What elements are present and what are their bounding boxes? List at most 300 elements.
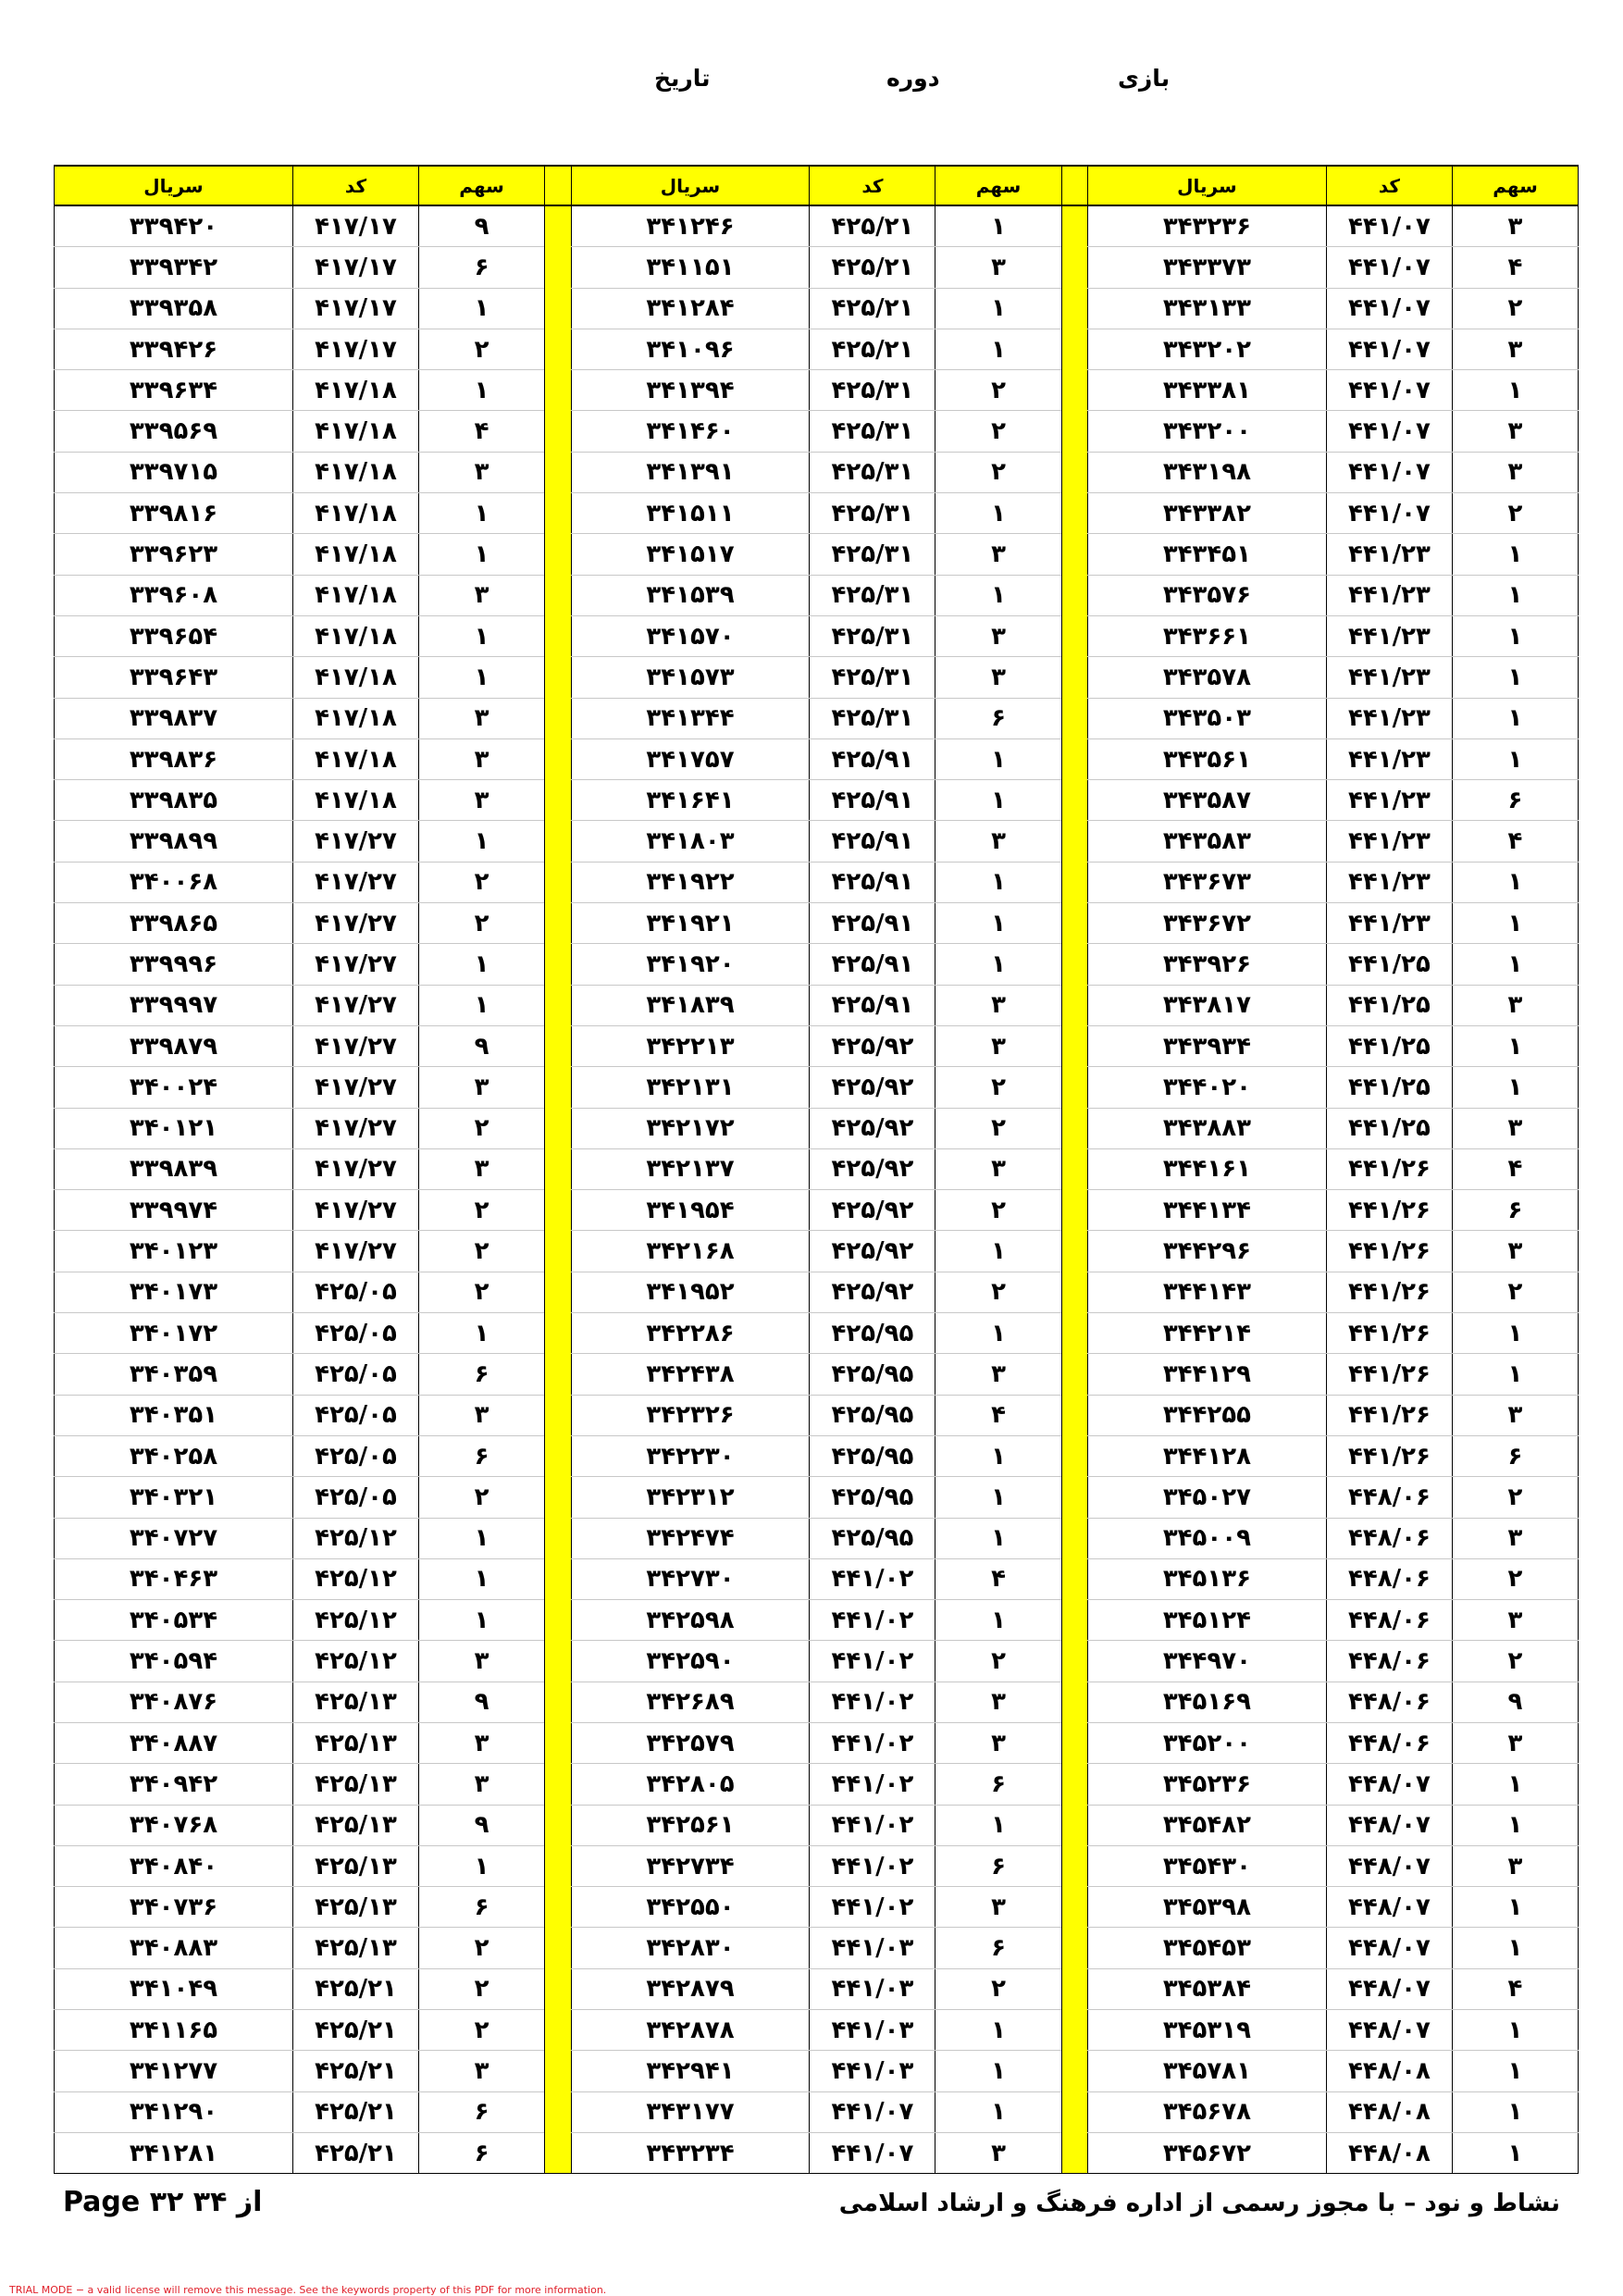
- group-separator: [545, 1354, 571, 1395]
- cell-share: ۳: [419, 1641, 545, 1682]
- cell-share: ۱: [1452, 1313, 1578, 1354]
- cell-code: ۴۲۵/۰۵: [292, 1313, 418, 1354]
- cell-share: ۹: [419, 1805, 545, 1845]
- cell-share: ۱: [419, 1600, 545, 1641]
- table-row: [55, 1558, 1579, 1599]
- table-row: [55, 615, 1579, 656]
- group-separator: [1061, 944, 1087, 985]
- cell-code: ۴۲۵/۱۲: [292, 1558, 418, 1599]
- cell-code: ۴۴۸/۰۶: [1326, 1641, 1452, 1682]
- results-table: [54, 165, 1579, 2174]
- cell-share: ۲: [419, 329, 545, 369]
- cell-serial: ۳۴۲۵۹۰: [571, 1641, 810, 1682]
- cell-code: ۴۱۷/۱۷: [292, 205, 418, 247]
- cell-share: ۳: [419, 738, 545, 779]
- cell-share: ۲: [419, 1272, 545, 1312]
- group-separator: [545, 370, 571, 411]
- cell-code: ۴۴۱/۰۲: [810, 1805, 935, 1845]
- cell-code: ۴۴۱/۰۲: [810, 1558, 935, 1599]
- cell-share: ۱: [419, 493, 545, 534]
- group-separator: [1061, 657, 1087, 698]
- cell-share: ۴: [935, 1558, 1061, 1599]
- cell-code: ۴۱۷/۲۷: [292, 1190, 418, 1231]
- cell-serial: ۳۴۰۱۷۳: [55, 1272, 293, 1312]
- cell-serial: ۳۴۳۳۸۲: [1087, 493, 1326, 534]
- cell-code: ۴۲۵/۹۲: [810, 1148, 935, 1189]
- cell-code: ۴۴۸/۰۶: [1326, 1477, 1452, 1518]
- cell-code: ۴۴۱/۰۷: [1326, 205, 1452, 247]
- table-row: [55, 985, 1579, 1025]
- cell-code: ۴۲۵/۰۵: [292, 1272, 418, 1312]
- trial-notice: TRIAL MODE − a valid license will remove this message. See the keywords property of this PDF for more information.: [9, 2284, 607, 2296]
- cell-share: ۳: [935, 657, 1061, 698]
- group-separator: [545, 1231, 571, 1272]
- cell-share: ۶: [419, 1887, 545, 1928]
- cell-serial: ۳۴۴۹۷۰: [1087, 1641, 1326, 1682]
- cell-serial: ۳۴۱۹۲۰: [571, 944, 810, 985]
- cell-code: ۴۲۵/۳۱: [810, 615, 935, 656]
- cell-serial: ۳۴۳۲۳۴: [571, 2132, 810, 2173]
- cell-code: ۴۴۱/۲۳: [1326, 780, 1452, 821]
- group-separator: [545, 615, 571, 656]
- cell-share: ۳: [1452, 329, 1578, 369]
- top-labels: [0, 65, 1623, 102]
- cell-serial: ۳۴۱۹۵۲: [571, 1272, 810, 1312]
- group-separator: [1061, 862, 1087, 902]
- cell-code: ۴۲۵/۹۲: [810, 1067, 935, 1108]
- cell-code: ۴۱۷/۱۸: [292, 452, 418, 492]
- table-row: [55, 1722, 1579, 1763]
- cell-share: ۳: [1452, 205, 1578, 247]
- cell-serial: ۳۴۲۸۷۸: [571, 2010, 810, 2051]
- table-row: [55, 1395, 1579, 1435]
- group-separator: [1061, 1477, 1087, 1518]
- cell-serial: ۳۴۲۵۷۹: [571, 1722, 810, 1763]
- cell-serial: ۳۴۴۰۲۰: [1087, 1067, 1326, 1108]
- cell-code: ۴۱۷/۱۸: [292, 534, 418, 575]
- cell-serial: ۳۴۰۷۳۶: [55, 1887, 293, 1928]
- cell-code: ۴۴۸/۰۷: [1326, 1805, 1452, 1845]
- group-separator: [545, 821, 571, 862]
- table-row: [55, 1067, 1579, 1108]
- cell-serial: ۳۴۲۸۷۹: [571, 1968, 810, 2009]
- cell-share: ۱: [935, 288, 1061, 329]
- cell-serial: ۳۴۱۹۲۱: [571, 903, 810, 944]
- cell-serial: ۳۴۵۴۵۳: [1087, 1928, 1326, 1968]
- cell-code: ۴۴۱/۰۲: [810, 1682, 935, 1722]
- cell-serial: ۳۳۹۹۷۴: [55, 1190, 293, 1231]
- cell-share: ۴: [1452, 1968, 1578, 2009]
- cell-serial: ۳۴۰۹۴۲: [55, 1764, 293, 1805]
- header-serial: سریال: [1087, 166, 1326, 205]
- cell-code: ۴۴۱/۰۷: [1326, 247, 1452, 288]
- table-row: [55, 944, 1579, 985]
- cell-share: ۶: [419, 1435, 545, 1476]
- cell-code: ۴۴۱/۰۳: [810, 2051, 935, 2091]
- cell-code: ۴۴۱/۲۶: [1326, 1148, 1452, 1189]
- cell-share: ۶: [935, 1845, 1061, 1886]
- cell-serial: ۳۴۱۴۶۰: [571, 411, 810, 452]
- cell-share: ۱: [935, 575, 1061, 615]
- group-separator: [1061, 1805, 1087, 1845]
- cell-serial: ۳۴۰۱۷۲: [55, 1313, 293, 1354]
- group-separator: [1061, 1600, 1087, 1641]
- cell-share: ۳: [419, 1148, 545, 1189]
- cell-serial: ۳۴۳۲۰۰: [1087, 411, 1326, 452]
- cell-code: ۴۴۱/۰۳: [810, 1928, 935, 1968]
- cell-code: ۴۲۵/۲۱: [292, 2132, 418, 2173]
- cell-code: ۴۲۵/۲۱: [810, 247, 935, 288]
- group-separator: [545, 411, 571, 452]
- cell-share: ۱: [935, 1435, 1061, 1476]
- cell-share: ۳: [419, 698, 545, 738]
- table-row: [55, 329, 1579, 369]
- cell-serial: ۳۴۲۱۳۱: [571, 1067, 810, 1108]
- cell-serial: ۳۴۳۲۰۲: [1087, 329, 1326, 369]
- group-separator: [545, 1108, 571, 1148]
- cell-share: ۱: [419, 985, 545, 1025]
- table-row: [55, 1108, 1579, 1148]
- cell-serial: ۳۴۲۹۴۱: [571, 2051, 810, 2091]
- table-row: [55, 1148, 1579, 1189]
- cell-code: ۴۱۷/۲۷: [292, 1148, 418, 1189]
- table-row: [55, 698, 1579, 738]
- cell-serial: ۳۴۲۳۱۲: [571, 1477, 810, 1518]
- cell-code: ۴۲۵/۲۱: [810, 205, 935, 247]
- cell-serial: ۳۴۲۲۱۳: [571, 1025, 810, 1066]
- cell-serial: ۳۴۱۳۹۴: [571, 370, 810, 411]
- cell-share: ۲: [1452, 1272, 1578, 1312]
- group-separator: [1061, 903, 1087, 944]
- cell-share: ۲: [419, 1108, 545, 1148]
- cell-share: ۳: [1452, 1600, 1578, 1641]
- cell-share: ۶: [1452, 1190, 1578, 1231]
- cell-share: ۹: [419, 1682, 545, 1722]
- table-row: [55, 1231, 1579, 1272]
- cell-serial: ۳۴۰۸۸۳: [55, 1928, 293, 1968]
- group-separator: [1061, 1845, 1087, 1886]
- group-separator: [1061, 1722, 1087, 1763]
- cell-serial: ۳۴۵۲۰۰: [1087, 1722, 1326, 1763]
- cell-share: ۱: [1452, 1928, 1578, 1968]
- cell-serial: ۳۴۵۰۰۹: [1087, 1518, 1326, 1558]
- cell-share: ۱: [1452, 575, 1578, 615]
- cell-code: ۴۴۸/۰۶: [1326, 1558, 1452, 1599]
- group-separator: [545, 1641, 571, 1682]
- group-separator: [1061, 2132, 1087, 2173]
- cell-code: ۴۴۱/۰۷: [1326, 370, 1452, 411]
- cell-code: ۴۱۷/۱۸: [292, 657, 418, 698]
- cell-share: ۱: [1452, 698, 1578, 738]
- group-separator: [545, 1190, 571, 1231]
- cell-serial: ۳۴۳۳۸۱: [1087, 370, 1326, 411]
- cell-serial: ۳۴۳۶۶۱: [1087, 615, 1326, 656]
- table-row: [55, 370, 1579, 411]
- cell-serial: ۳۴۰۴۶۳: [55, 1558, 293, 1599]
- cell-code: ۴۲۵/۳۱: [810, 411, 935, 452]
- cell-share: ۱: [1452, 370, 1578, 411]
- header-code: کد: [1326, 166, 1452, 205]
- cell-code: ۴۴۸/۰۶: [1326, 1722, 1452, 1763]
- group-separator: [1061, 698, 1087, 738]
- cell-serial: ۳۴۰۲۵۸: [55, 1435, 293, 1476]
- cell-share: ۳: [935, 1354, 1061, 1395]
- cell-share: ۱: [419, 1313, 545, 1354]
- group-separator: [545, 1805, 571, 1845]
- cell-serial: ۳۴۴۲۵۵: [1087, 1395, 1326, 1435]
- cell-share: ۱: [419, 615, 545, 656]
- cell-share: ۲: [935, 1067, 1061, 1108]
- table-row: [55, 1928, 1579, 1968]
- group-separator: [1061, 1313, 1087, 1354]
- group-separator: [545, 2010, 571, 2051]
- group-separator: [1061, 329, 1087, 369]
- cell-share: ۱: [935, 493, 1061, 534]
- table-row: [55, 1518, 1579, 1558]
- cell-code: ۴۲۵/۲۱: [810, 329, 935, 369]
- cell-share: ۱: [1452, 657, 1578, 698]
- group-separator: [545, 1395, 571, 1435]
- cell-code: ۴۴۱/۰۲: [810, 1764, 935, 1805]
- cell-code: ۴۱۷/۲۷: [292, 1108, 418, 1148]
- group-separator: [1061, 1231, 1087, 1272]
- group-separator: [1061, 370, 1087, 411]
- cell-share: ۱: [935, 738, 1061, 779]
- cell-share: ۲: [1452, 493, 1578, 534]
- cell-share: ۳: [935, 1682, 1061, 1722]
- cell-code: ۴۴۱/۲۶: [1326, 1272, 1452, 1312]
- cell-code: ۴۴۱/۰۷: [810, 2091, 935, 2132]
- cell-serial: ۳۴۱۹۵۴: [571, 1190, 810, 1231]
- cell-code: ۴۱۷/۱۸: [292, 698, 418, 738]
- cell-code: ۴۲۵/۹۵: [810, 1518, 935, 1558]
- group-separator: [545, 2051, 571, 2091]
- cell-code: ۴۲۵/۱۲: [292, 1600, 418, 1641]
- cell-share: ۲: [935, 411, 1061, 452]
- cell-code: ۴۲۵/۳۱: [810, 452, 935, 492]
- cell-serial: ۳۴۴۱۶۱: [1087, 1148, 1326, 1189]
- group-separator: [545, 493, 571, 534]
- cell-code: ۴۴۱/۰۲: [810, 1845, 935, 1886]
- cell-code: ۴۴۱/۲۶: [1326, 1313, 1452, 1354]
- group-separator: [1061, 821, 1087, 862]
- cell-code: ۴۱۷/۱۷: [292, 329, 418, 369]
- cell-share: ۲: [935, 1272, 1061, 1312]
- group-separator: [1061, 575, 1087, 615]
- cell-code: ۴۲۵/۰۵: [292, 1435, 418, 1476]
- cell-share: ۳: [935, 985, 1061, 1025]
- cell-serial: ۳۴۱۵۱۷: [571, 534, 810, 575]
- cell-serial: ۳۴۱۰۹۶: [571, 329, 810, 369]
- cell-share: ۱: [935, 2091, 1061, 2132]
- cell-share: ۱: [1452, 2132, 1578, 2173]
- cell-serial: ۳۴۰۰۲۴: [55, 1067, 293, 1108]
- cell-share: ۳: [935, 1887, 1061, 1928]
- cell-code: ۴۴۸/۰۸: [1326, 2091, 1452, 2132]
- cell-code: ۴۲۵/۱۳: [292, 1682, 418, 1722]
- table-row: [55, 1477, 1579, 1518]
- group-separator: [1061, 247, 1087, 288]
- cell-share: ۱: [935, 1231, 1061, 1272]
- cell-serial: ۳۴۱۲۸۴: [571, 288, 810, 329]
- group-separator: [1061, 1148, 1087, 1189]
- table-body: [55, 205, 1579, 2174]
- cell-serial: ۳۴۱۷۵۷: [571, 738, 810, 779]
- cell-share: ۲: [419, 1477, 545, 1518]
- cell-code: ۴۴۱/۲۳: [1326, 821, 1452, 862]
- cell-serial: ۳۴۱۰۴۹: [55, 1968, 293, 2009]
- cell-serial: ۳۴۴۱۳۴: [1087, 1190, 1326, 1231]
- cell-code: ۴۴۱/۲۳: [1326, 657, 1452, 698]
- cell-code: ۴۲۵/۱۳: [292, 1805, 418, 1845]
- cell-share: ۱: [935, 2051, 1061, 2091]
- cell-serial: ۳۴۱۵۷۰: [571, 615, 810, 656]
- header-separator: [545, 166, 571, 205]
- group-separator: [545, 205, 571, 247]
- cell-serial: ۳۴۰۵۹۴: [55, 1641, 293, 1682]
- cell-serial: ۳۳۹۶۰۸: [55, 575, 293, 615]
- group-separator: [545, 1313, 571, 1354]
- cell-share: ۱: [419, 1518, 545, 1558]
- cell-share: ۴: [1452, 247, 1578, 288]
- header-serial: سریال: [571, 166, 810, 205]
- cell-share: ۳: [1452, 1722, 1578, 1763]
- cell-serial: ۳۴۲۲۳۰: [571, 1435, 810, 1476]
- cell-serial: ۳۳۹۸۹۹: [55, 821, 293, 862]
- table-row: [55, 1641, 1579, 1682]
- group-separator: [1061, 411, 1087, 452]
- header-serial: سریال: [55, 166, 293, 205]
- cell-serial: ۳۳۹۷۱۵: [55, 452, 293, 492]
- cell-code: ۴۲۵/۹۱: [810, 944, 935, 985]
- cell-share: ۱: [1452, 903, 1578, 944]
- cell-serial: ۳۴۳۴۵۱: [1087, 534, 1326, 575]
- cell-share: ۱: [935, 862, 1061, 902]
- cell-code: ۴۲۵/۱۳: [292, 1928, 418, 1968]
- cell-serial: ۳۴۵۲۳۶: [1087, 1764, 1326, 1805]
- cell-serial: ۳۴۲۴۷۴: [571, 1518, 810, 1558]
- cell-code: ۴۴۱/۰۲: [810, 1887, 935, 1928]
- group-separator: [545, 288, 571, 329]
- cell-serial: ۳۴۴۱۴۳: [1087, 1272, 1326, 1312]
- cell-code: ۴۴۱/۰۳: [810, 2010, 935, 2051]
- cell-code: ۴۴۱/۲۳: [1326, 738, 1452, 779]
- cell-serial: ۳۳۹۸۷۹: [55, 1025, 293, 1066]
- cell-share: ۱: [1452, 2010, 1578, 2051]
- cell-share: ۱: [1452, 1887, 1578, 1928]
- cell-serial: ۳۴۳۶۷۳: [1087, 862, 1326, 902]
- cell-serial: ۳۳۹۸۳۷: [55, 698, 293, 738]
- cell-share: ۲: [419, 1190, 545, 1231]
- cell-share: ۳: [935, 1148, 1061, 1189]
- cell-code: ۴۴۱/۰۷: [1326, 288, 1452, 329]
- group-separator: [545, 903, 571, 944]
- table-row: [55, 1764, 1579, 1805]
- cell-share: ۹: [419, 205, 545, 247]
- cell-serial: ۳۴۳۵۷۸: [1087, 657, 1326, 698]
- cell-code: ۴۲۵/۹۲: [810, 1272, 935, 1312]
- cell-share: ۳: [419, 1764, 545, 1805]
- cell-code: ۴۱۷/۱۷: [292, 288, 418, 329]
- group-separator: [1061, 1435, 1087, 1476]
- cell-serial: ۳۴۱۱۵۱: [571, 247, 810, 288]
- cell-serial: ۳۴۳۵۷۶: [1087, 575, 1326, 615]
- cell-serial: ۳۳۹۴۲۶: [55, 329, 293, 369]
- cell-share: ۳: [1452, 1395, 1578, 1435]
- cell-share: ۱: [419, 1845, 545, 1886]
- group-separator: [1061, 1395, 1087, 1435]
- cell-code: ۴۱۷/۲۷: [292, 862, 418, 902]
- group-separator: [545, 1025, 571, 1066]
- group-separator: [545, 657, 571, 698]
- table-row: [55, 1968, 1579, 2009]
- cell-code: ۴۲۵/۹۵: [810, 1395, 935, 1435]
- cell-code: ۴۲۵/۳۱: [810, 575, 935, 615]
- cell-code: ۴۲۵/۹۵: [810, 1313, 935, 1354]
- cell-serial: ۳۴۱۱۶۵: [55, 2010, 293, 2051]
- cell-code: ۴۱۷/۱۸: [292, 411, 418, 452]
- table-row: [55, 493, 1579, 534]
- cell-serial: ۳۴۳۱۹۸: [1087, 452, 1326, 492]
- cell-share: ۲: [1452, 1641, 1578, 1682]
- cell-code: ۴۲۵/۹۱: [810, 780, 935, 821]
- cell-share: ۱: [1452, 944, 1578, 985]
- group-separator: [545, 1968, 571, 2009]
- cell-code: ۴۴۱/۲۳: [1326, 862, 1452, 902]
- group-separator: [1061, 1025, 1087, 1066]
- cell-share: ۶: [935, 1928, 1061, 1968]
- cell-code: ۴۲۵/۹۲: [810, 1108, 935, 1148]
- cell-share: ۱: [419, 657, 545, 698]
- cell-share: ۶: [1452, 780, 1578, 821]
- cell-share: ۲: [419, 1231, 545, 1272]
- cell-share: ۳: [1452, 1845, 1578, 1886]
- group-separator: [545, 1928, 571, 1968]
- cell-serial: ۳۴۲۲۸۶: [571, 1313, 810, 1354]
- cell-code: ۴۱۷/۲۷: [292, 821, 418, 862]
- cell-share: ۶: [419, 247, 545, 288]
- cell-share: ۳: [1452, 452, 1578, 492]
- group-separator: [1061, 534, 1087, 575]
- cell-code: ۴۴۸/۰۷: [1326, 2010, 1452, 2051]
- group-separator: [545, 452, 571, 492]
- group-separator: [1061, 1518, 1087, 1558]
- cell-share: ۱: [1452, 534, 1578, 575]
- group-separator: [1061, 2051, 1087, 2091]
- cell-serial: ۳۴۱۳۴۴: [571, 698, 810, 738]
- cell-code: ۴۲۵/۲۱: [292, 2091, 418, 2132]
- cell-code: ۴۲۵/۳۱: [810, 534, 935, 575]
- group-separator: [545, 575, 571, 615]
- cell-code: ۴۱۷/۱۷: [292, 247, 418, 288]
- group-separator: [545, 780, 571, 821]
- table-row: [55, 1845, 1579, 1886]
- cell-code: ۴۲۵/۹۱: [810, 738, 935, 779]
- cell-share: ۱: [1452, 862, 1578, 902]
- cell-code: ۴۴۸/۰۷: [1326, 1928, 1452, 1968]
- table-row: [55, 903, 1579, 944]
- cell-share: ۱: [1452, 615, 1578, 656]
- header-code: کد: [292, 166, 418, 205]
- cell-serial: ۳۴۳۱۳۳: [1087, 288, 1326, 329]
- cell-share: ۳: [1452, 1518, 1578, 1558]
- cell-code: ۴۴۱/۲۶: [1326, 1395, 1452, 1435]
- cell-serial: ۳۴۵۶۷۸: [1087, 2091, 1326, 2132]
- cell-share: ۳: [419, 1395, 545, 1435]
- cell-code: ۴۴۱/۲۳: [1326, 698, 1452, 738]
- cell-share: ۳: [935, 821, 1061, 862]
- cell-share: ۲: [935, 1641, 1061, 1682]
